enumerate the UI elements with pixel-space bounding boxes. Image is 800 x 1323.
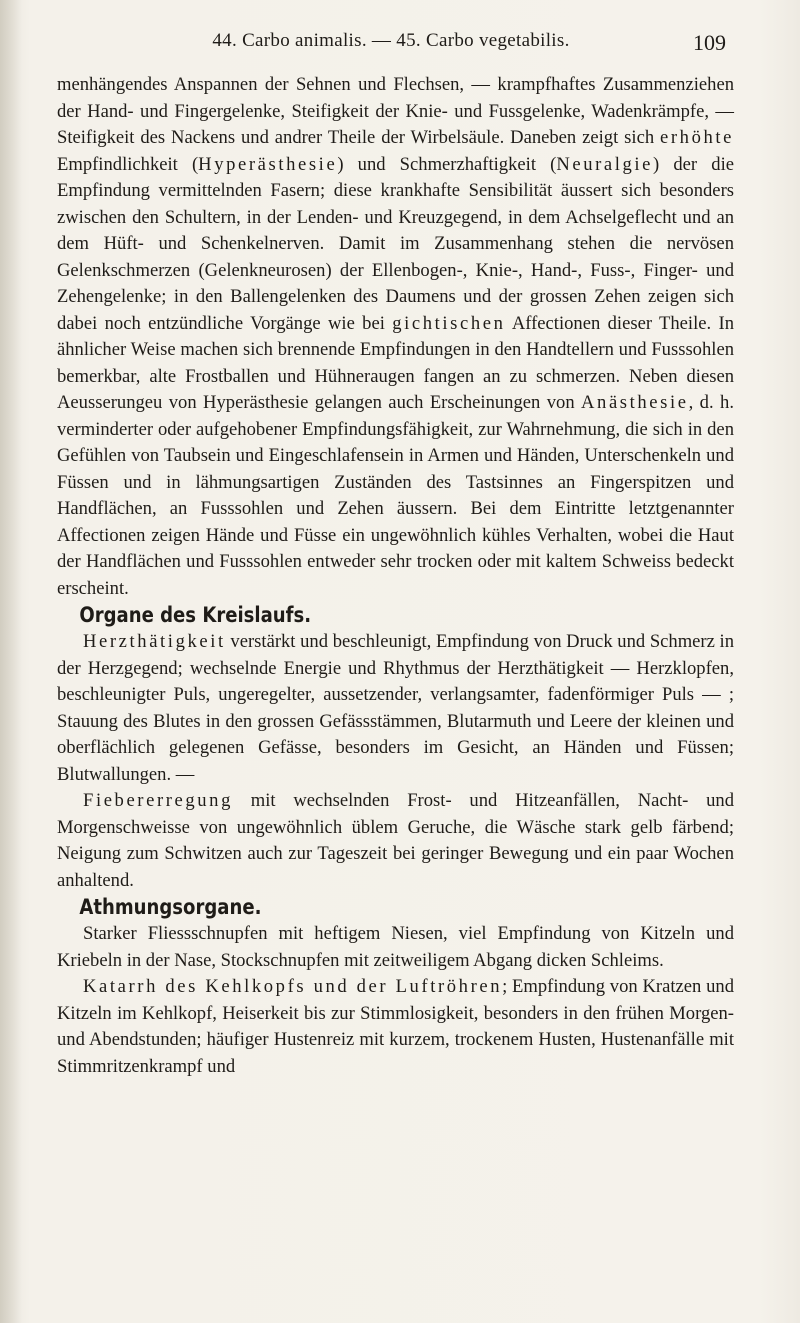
emphasis-term: Fiebererregung	[83, 790, 233, 811]
emphasis-term: Neuralgie	[556, 153, 654, 175]
emphasis-term: Anästhesie	[581, 392, 689, 413]
page-header	[56, 30, 726, 56]
emphasis-term: erhöhte	[660, 127, 734, 148]
section-heading-circulation: Organe des Kreislaufs.	[79, 603, 312, 627]
paragraph-fever: Fiebererregung mit wechselnden Frost- und Hitzeanfällen, Nacht- und Morgenschweisse von ungewöhnlich üblem Geruche, die Wäsche stark gelb färbend; Neigung zum Schwitzen auch zur Tageszeit bei geringer Bewegung und ein paar Wochen anhaltend.	[57, 790, 734, 891]
section-heading-respiratory: Athmungsorgane.	[79, 895, 262, 919]
paragraph-nasal-catarrh: Starker Fliessschnupfen mit heftigem Niesen, viel Empfindung von Kitzeln und Kriebeln in der Nase, Stockschnupfen mit zeitweiligem Abgang dicken Schleims.	[57, 923, 734, 971]
emphasis-term: Herzthätigkeit	[83, 631, 226, 652]
body-text	[57, 72, 734, 1080]
paragraph-larynx-catarrh: Katarrh des Kehlkopfs und der Luftröhren; Empfindung von Kratzen und Kitzeln im Kehlkopf, Heiserkeit bis zur Stimmlosigkeit, besonders in den frühen Morgen- und Abendstunden; häufiger Hustenreiz mit kurzem, trockenem Husten, Hustenanfälle mit Stimmritzenkrampf und	[57, 976, 734, 1077]
emphasis-term: Hyperästhesie	[198, 153, 338, 175]
paragraph-nervous-symptoms: menhängendes Anspannen der Sehnen und Flechsen, — krampfhaftes Zusammenziehen der Hand- und Fingergelenke, Steifigkeit der Knie- und Fussgelenke, Wadenkrämpfe, — Steifigkeit des Nackens und andrer Theile der Wirbelsäule. Daneben zeigt sich erhöhte Empfindlichkeit (Hyperästhesie) und Schmerzhaftigkeit (Neuralgie) der die Empfindung vermittelnden Fasern; diese krankhafte Sensibilität äussert sich besonders zwischen den Schultern, in der Lenden- und Kreuzgegend, in dem Achselgeflecht und an dem Hüft- und Schenkelnerven. Damit im Zusammenhang stehen die nervösen Gelenkschmerzen (Gelenkneurosen) der Ellenbogen-, Knie-, Hand-, Fuss-, Finger- und Zehengelenke; in den Ballengelenken des Daumens und der grossen Zehen zeigen sich dabei noch entzündliche Vorgänge wie bei gichtischen Affectionen dieser Theile. In ähnlicher Weise machen sich brennende Empfindungen in den Handtellern und Fusssohlen bemerkbar, alte Frostballen und Hühneraugen fangen an zu schmerzen. Neben diesen Aeusserungeu von Hyperästhesie gelangen auch Erscheinungen von Anästhesie, d. h. verminderter oder aufgehobener Empfindungsfähigkeit, zur Wahrnehmung, die sich in den Gefühlen von Taubsein und Eingeschlafensein in Armen und Händen, Unterschenkeln und Füssen und in lähmungsartigen Zuständen des Tastsinnes an Fingerspitzen und Handflächen, an Fusssohlen und Zehen äussern. Bei dem Eintritte letztgenannter Affectionen zeigen Hände und Füsse ein ungewöhnlich kühles Verhalten, wobei die Haut der Handflächen und Fusssohlen entweder sehr trocken oder mit kaltem Schweiss bedeckt erscheint.	[57, 74, 734, 599]
emphasis-term: Katarrh des Kehlkopfs und der Luftröhren	[83, 976, 503, 997]
page-gutter-shadow	[0, 0, 22, 1323]
paragraph-heart-activity: Herzthätigkeit verstärkt und beschleunigt, Empfindung von Druck und Schmerz in der Herzgegend; wechselnde Energie und Rhythmus der Herzthätigkeit — Herzklopfen, beschleunigter Puls, ungeregelter, aussetzender, verlangsamter, fadenförmiger Puls — ; Stauung des Blutes in den grossen Gefässstämmen, Blutarmuth und Leere der kleinen und oberflächlich gelegenen Gefässe, besonders im Gesicht, an Händen und Füssen; Blutwallungen. —	[57, 631, 734, 785]
emphasis-term: gichtischen	[392, 312, 506, 334]
page-number: 109	[693, 30, 726, 55]
running-title: 44. Carbo animalis. — 45. Carbo vegetabilis.	[212, 30, 570, 51]
